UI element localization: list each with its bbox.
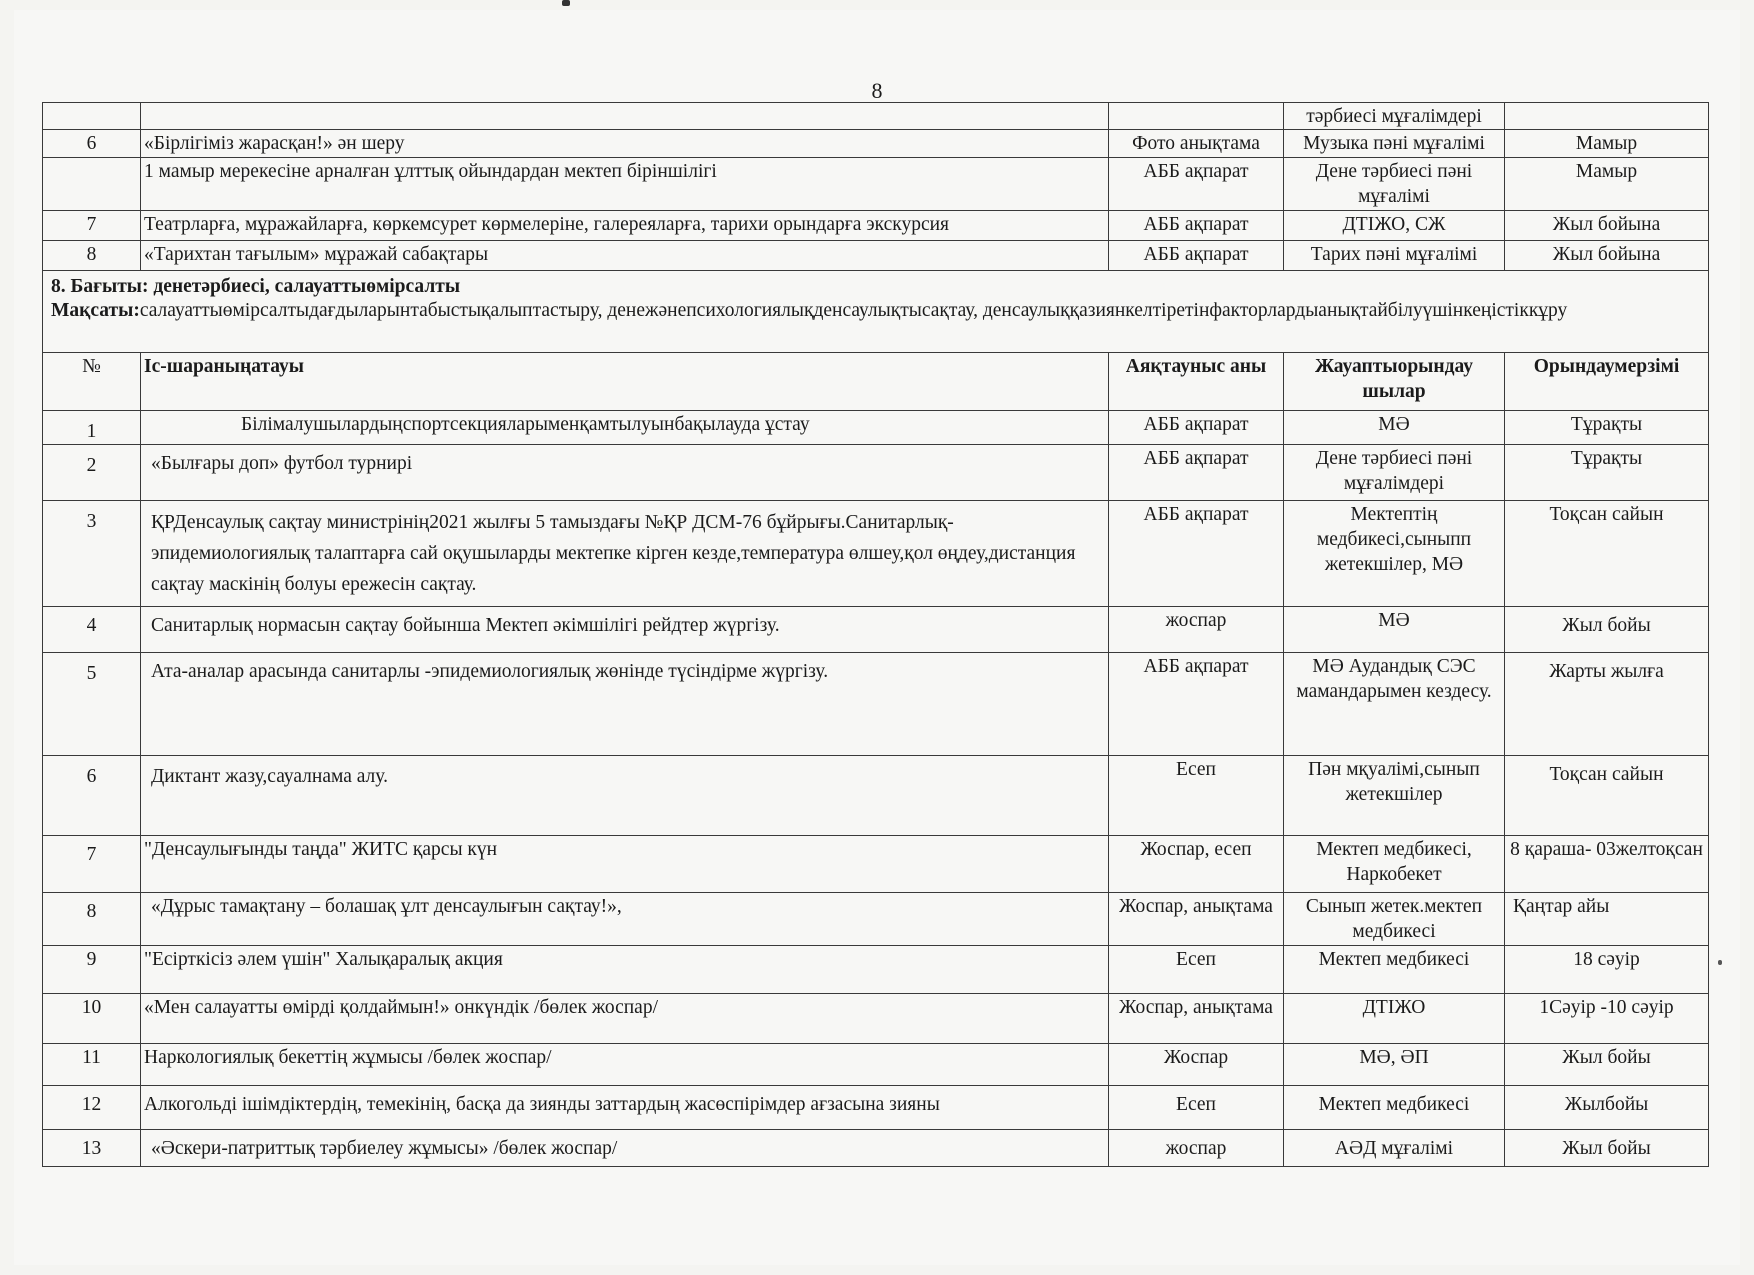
row-form: Жоспар, анықтама [1109,893,1284,946]
row-responsible: МӘ Аудандық СЭС мамандарымен кездесу. [1284,653,1505,756]
row-form: жоспар [1109,607,1284,653]
row-task: "Денсаулығынды таңда" ЖИТС қарсы күн [141,836,1109,893]
table-row [43,103,1709,130]
row-number: 8 [43,241,141,271]
row-responsible: Тарих пәні мұғалімі [1284,241,1505,271]
row-responsible: Мектеп медбикесі, Наркобекет [1284,836,1505,893]
row-number: 11 [43,1044,141,1086]
row-responsible: Пән мқуалімі,сынып жетекшілер [1284,756,1505,836]
row-term: Тұрақты [1505,411,1709,445]
row-term: Жарты жылға [1505,653,1709,756]
row-task: «Тарихтан тағылым» мұражай сабақтары [141,241,1109,271]
table-row [43,411,1709,445]
row-task: Диктант жазу,сауалнама алу. [141,756,1109,836]
row-number: 4 [43,607,141,653]
header-term: Орындаумерзімі [1505,353,1709,411]
row-form: Жоспар [1109,1044,1284,1086]
row-responsible: Музыка пәні мұғалімі [1284,130,1505,158]
page-number: 8 [871,78,883,103]
row-task: "Есірткісіз әлем үшін" Халықаралық акция [141,946,1109,994]
row-term: Жыл бойы [1505,607,1709,653]
row-number: 1 [43,411,141,445]
row-responsible: АӘД мұғалімі [1284,1130,1505,1167]
row-term [1505,103,1709,130]
table-row [43,1086,1709,1130]
row-term: 1Сәуір -10 сәуір [1505,994,1709,1044]
table-row [43,994,1709,1044]
row-term: Қаңтар айы [1505,893,1709,946]
row-form [1109,103,1284,130]
row-number: 12 [43,1086,141,1130]
row-form: АББ ақпарат [1109,211,1284,241]
row-term: Тұрақты [1505,445,1709,501]
section-title: 8. Бағыты: денетәрбиесі, салауаттыөмірсалты [51,276,461,297]
plan-table [42,102,1709,1167]
header-form: Аяқтауныс аны [1109,353,1284,411]
table-row [43,130,1709,158]
row-form: АББ ақпарат [1109,241,1284,271]
section-block [43,271,1709,353]
row-form: Жоспар, есеп [1109,836,1284,893]
row-term: Тоқсан сайын [1505,501,1709,607]
row-responsible: Дене тәрбиесі пәні мұғалімі [1284,158,1505,211]
header-task: Іс-шараныңатауы [141,353,1109,411]
row-task: Театрларға, мұражайларға, көркемсурет көрмелеріне, галереяларға, тарихи орындарға экскурсия [141,211,1109,241]
table-row [43,158,1709,211]
table-row [43,211,1709,241]
row-number: 3 [43,501,141,607]
table-row [43,1044,1709,1086]
table-row [43,241,1709,271]
row-responsible: МӘ [1284,411,1505,445]
row-task [141,103,1109,130]
row-task: 1 мамыр мерекесіне арналған ұлттық ойындардан мектеп біріншілігі [141,158,1109,211]
row-term: Жыл бойына [1505,241,1709,271]
table-row [43,445,1709,501]
table-header-row [43,353,1709,411]
row-responsible: Мектеп медбикесі [1284,946,1505,994]
row-task: Алкогольді ішімдіктердің, темекінің, басқа да зиянды заттардың жасөспірімдер ағзасына зияны [141,1086,1109,1130]
row-term: Жыл бойына [1505,211,1709,241]
goal-text: салауаттыөмірсалтыдағдыларынтабыстықалыптастыру, денежәнепсихологиялықденсаулықтысақтау, денсаулыққазиянкелтіретінфакторлардыанықтайбілуүшінкеңістіккұру [139,300,1568,321]
row-task: «Мен салауатты өмірді қолдаймын!» онкүндік /бөлек жоспар/ [141,994,1109,1044]
row-term: Мамыр [1505,158,1709,211]
row-number: 7 [43,836,141,893]
row-responsible: Мектептің медбикесі,сыныпп жетекшілер, МӘ [1284,501,1505,607]
row-term: Жылбойы [1505,1086,1709,1130]
row-form: Есеп [1109,1086,1284,1130]
row-number: 2 [43,445,141,501]
row-form: Есеп [1109,756,1284,836]
section-row [43,271,1709,353]
header-responsible: Жауаптыорындау шылар [1284,353,1505,411]
row-responsible: ДТІЖО [1284,994,1505,1044]
row-task: Білімалушылардыңспортсекцияларыменқамтылуынбақылауда ұстау [141,411,1109,445]
row-responsible: Сынып жетек.мектеп медбикесі [1284,893,1505,946]
scan-artifact [562,0,570,6]
table-row [43,893,1709,946]
row-responsible: Дене тәрбиесі пәні мұғалімдері [1284,445,1505,501]
row-form: Жоспар, анықтама [1109,994,1284,1044]
row-term: Тоқсан сайын [1505,756,1709,836]
row-number: 7 [43,211,141,241]
row-number: 9 [43,946,141,994]
row-term: 8 қараша- 03желтоқсан [1505,836,1709,893]
row-form: АББ ақпарат [1109,411,1284,445]
row-form: Есеп [1109,946,1284,994]
row-task: Санитарлық нормасын сақтау бойынша Мектеп әкімшілігі рейдтер жүргізу. [141,607,1109,653]
row-task: «Былғары доп» футбол турнирі [141,445,1109,501]
row-number [43,158,141,211]
row-form: АББ ақпарат [1109,445,1284,501]
row-task: ҚРДенсаулық сақтау министрінің2021 жылғы 5 тамыздағы №ҚР ДСМ-76 бұйрығы.Санитарлық-эпидемиологиялық талаптарға сай оқушыларды мектепке кірген кезде,температура өлшеу,қол өңдеу,дистанция сақтау маскінің болуы ережесін сақтау. [141,501,1109,607]
row-number [43,103,141,130]
table-row [43,607,1709,653]
row-task: «Әскери-патриттық тәрбиелеу жұмысы» /бөлек жоспар/ [141,1130,1109,1167]
scan-artifact [1718,960,1722,965]
row-task: Наркологиялық бекеттің жұмысы /бөлек жоспар/ [141,1044,1109,1086]
row-number: 6 [43,130,141,158]
row-form: АББ ақпарат [1109,653,1284,756]
row-number: 6 [43,756,141,836]
row-term: Мамыр [1505,130,1709,158]
row-number: 5 [43,653,141,756]
table-row [43,756,1709,836]
row-task: Ата-аналар арасында санитарлы -эпидемиологиялық жөнінде түсіндірме жүргізу. [141,653,1109,756]
row-form: Фото анықтама [1109,130,1284,158]
row-responsible: МӘ, ӘП [1284,1044,1505,1086]
goal-label: Мақсаты: [51,300,140,321]
row-number: 13 [43,1130,141,1167]
row-responsible: МӘ [1284,607,1505,653]
row-responsible: тәрбиесі мұғалімдері [1284,103,1505,130]
table-row [43,946,1709,994]
section-goal [51,299,1702,323]
table-row [43,1130,1709,1167]
row-form: жоспар [1109,1130,1284,1167]
row-number: 10 [43,994,141,1044]
row-term: 18 сәуір [1505,946,1709,994]
row-responsible: Мектеп медбикесі [1284,1086,1505,1130]
row-number: 8 [43,893,141,946]
row-term: Жыл бойы [1505,1130,1709,1167]
table-row [43,836,1709,893]
row-form: АББ ақпарат [1109,158,1284,211]
row-task: «Дұрыс тамақтану – болашақ ұлт денсаулығын сақтау!», [141,893,1109,946]
header-num: № [43,353,141,411]
row-term: Жыл бойы [1505,1044,1709,1086]
row-form: АББ ақпарат [1109,501,1284,607]
table-row [43,501,1709,607]
row-task: «Бірлігіміз жарасқан!» ән шеру [141,130,1109,158]
table-row [43,653,1709,756]
row-responsible: ДТІЖО, СЖ [1284,211,1505,241]
